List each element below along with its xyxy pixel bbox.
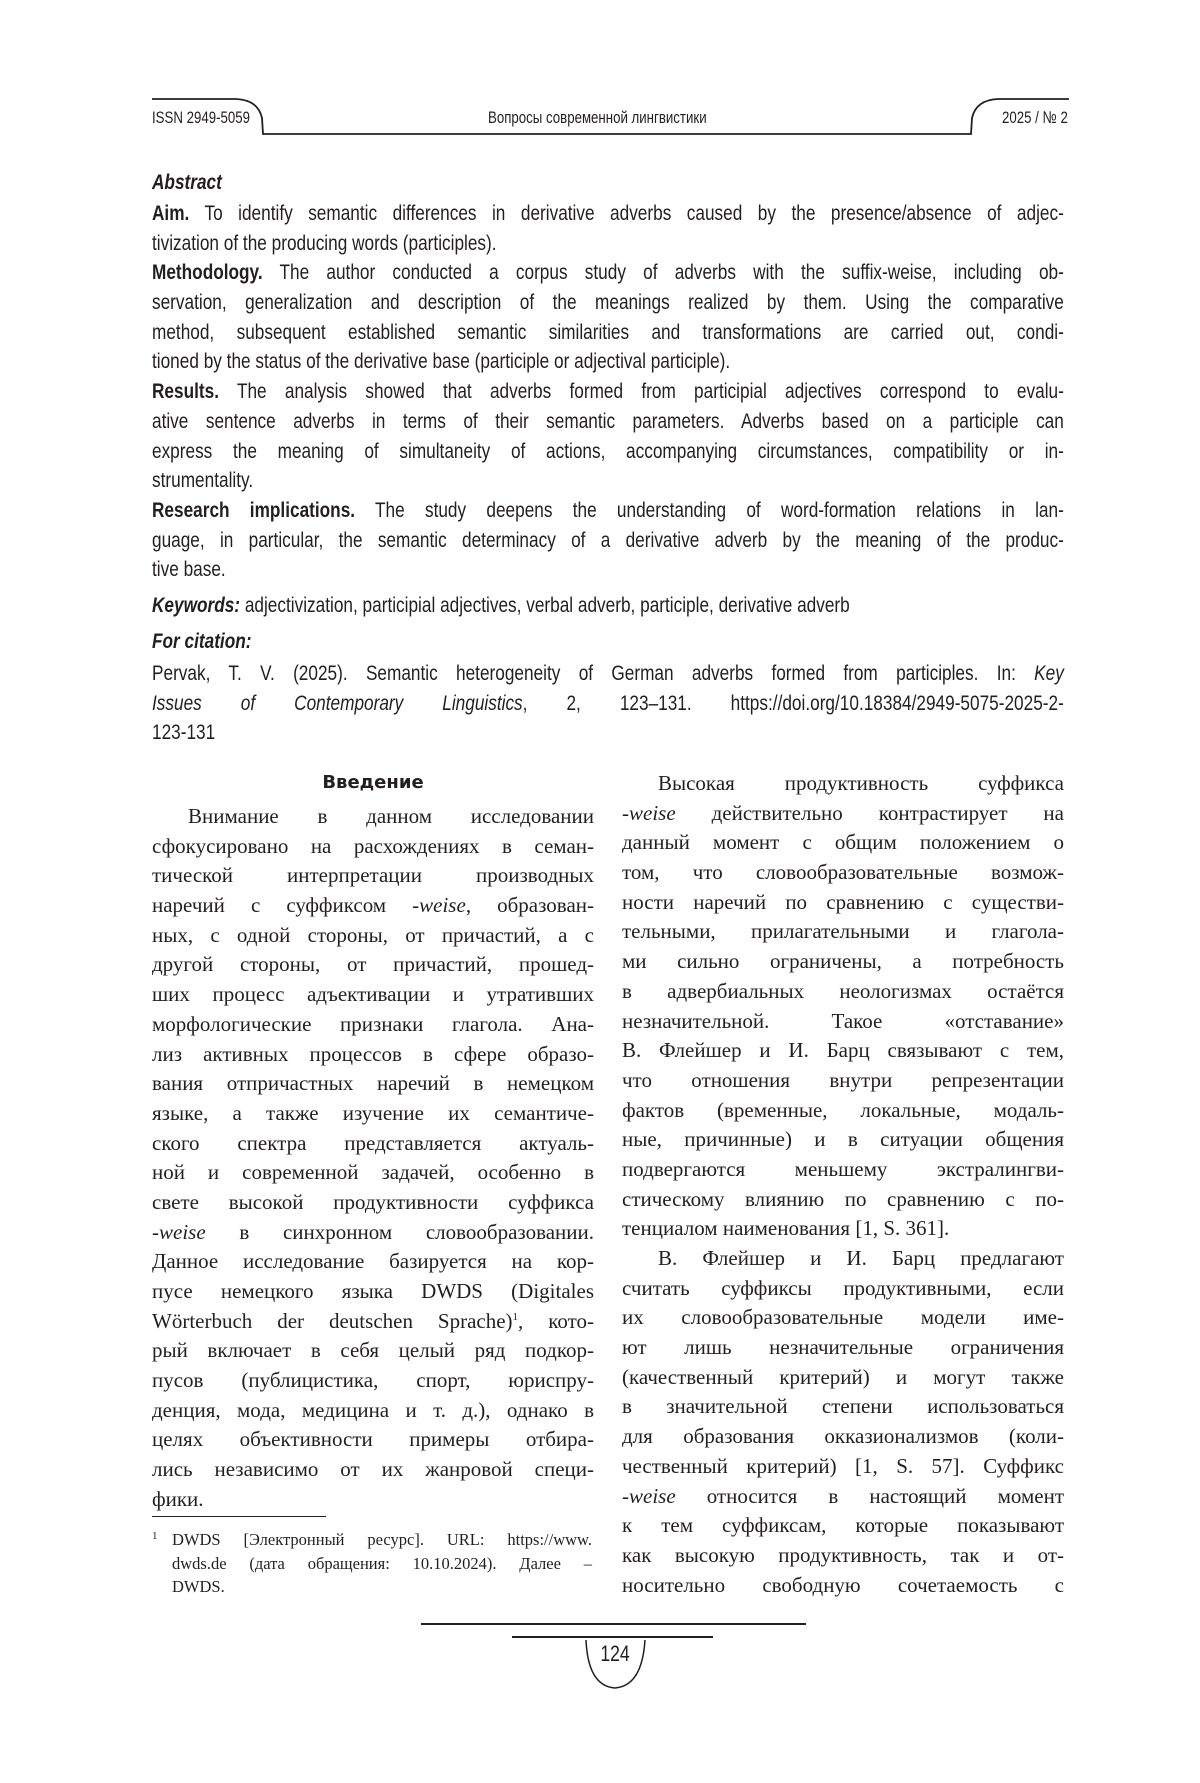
run-in-label: Research implications. — [152, 499, 355, 522]
text-run[interactable]: ми сильно ограничены, а потребность — [622, 949, 1064, 973]
text-line — [622, 1185, 1064, 1215]
text-run[interactable]: ных, с одной стороны, от причастий, а с — [152, 923, 594, 947]
page-number: 124 — [590, 1640, 640, 1668]
text-line — [622, 1125, 1064, 1155]
footnote — [152, 1528, 592, 1599]
text-run[interactable]: , образован- — [466, 893, 594, 917]
text-run[interactable]: действительно контрастирует на — [676, 801, 1064, 825]
text-line — [152, 659, 1064, 689]
text-line — [152, 921, 594, 951]
abstract-paragraph — [152, 377, 1200, 496]
abstract-paragraph — [152, 258, 1200, 377]
text-run[interactable]: пусе немецкого языка DWDS (Digitales — [152, 1279, 594, 1303]
text-run[interactable]: adjectivization, participial adjectives, verbal adverb, participle, derivative adverb — [240, 594, 850, 617]
text-line — [152, 1307, 594, 1337]
text-run[interactable]: языке, а также изучение их семантиче- — [152, 1101, 594, 1125]
text-run[interactable]: в адвербиальных неологизмах остаётся — [622, 979, 1064, 1003]
text-line — [172, 1552, 592, 1576]
text-run[interactable]: денция, мода, медицина и т. д.), однако в — [152, 1398, 594, 1422]
text-run[interactable]: том, что словообразовательные возмож- — [622, 860, 1064, 884]
body-paragraph — [622, 769, 1064, 1244]
text-line — [152, 555, 1064, 585]
body-paragraph — [152, 802, 594, 1515]
text-run[interactable]: тельными, прилагательными и глагола- — [622, 919, 1064, 943]
footnote-ref[interactable]: 1 — [513, 1311, 519, 1323]
text-run[interactable]: tivization of the producing words (participles). — [152, 232, 497, 255]
text-line — [152, 199, 1064, 229]
text-line — [622, 1244, 1064, 1274]
footnote-rule — [152, 1516, 326, 1517]
text-line — [172, 1575, 592, 1599]
text-run[interactable]: ности наречий по сравнению с существи- — [622, 890, 1064, 914]
text-line — [152, 229, 1064, 259]
text-run[interactable]: считать суффиксы продуктивными, если — [622, 1276, 1064, 1300]
text-run[interactable]: To identify semantic differences in derivative adverbs caused by the presence/absence of adjec- — [189, 202, 1064, 225]
text-run[interactable]: Высокая продуктивность суффикса — [658, 771, 1064, 795]
text-run[interactable]: наречий с суффиксом — [152, 893, 412, 917]
text-run[interactable]: как высокую продуктивность, так и от- — [622, 1543, 1064, 1567]
text-line — [152, 318, 1064, 348]
text-run[interactable]: относится в настоящий момент — [676, 1484, 1064, 1508]
text-line — [152, 1069, 594, 1099]
text-line — [622, 947, 1064, 977]
italic-text: Key — [1034, 662, 1064, 685]
text-run[interactable]: лись независимо от их жанровой специ- — [152, 1457, 594, 1481]
text-line — [152, 1188, 594, 1218]
text-line — [622, 1155, 1064, 1185]
text-run[interactable]: морфологические признаки глагола. Ана- — [152, 1012, 594, 1036]
italic-text: -weise — [152, 1220, 206, 1244]
text-run[interactable]: ского спектра представляется актуаль- — [152, 1131, 594, 1155]
text-line — [622, 1303, 1064, 1333]
text-line — [152, 1010, 594, 1040]
text-line — [622, 1333, 1064, 1363]
text-line — [152, 347, 1064, 377]
text-run[interactable]: незначительной. Такое «отставание» — [622, 1009, 1064, 1033]
text-line — [622, 1363, 1064, 1393]
italic-text: Issues of Contemporary Linguistics — [152, 692, 523, 715]
text-run[interactable]: The author conducted a corpus study of adverbs with the suffix-weise, including ob- — [263, 261, 1064, 284]
abstract-heading: Abstract — [152, 168, 222, 198]
right-column — [622, 769, 1064, 1600]
left-column — [152, 802, 594, 1515]
text-line — [622, 1066, 1064, 1096]
italic-text: -weise — [412, 893, 466, 917]
text-line — [622, 828, 1064, 858]
footnote-number: 1 — [152, 1530, 158, 1542]
text-line — [152, 437, 1064, 467]
text-run[interactable]: Pervak, T. V. (2025). Semantic heterogeneity of German adverbs formed from participles. In: — [152, 662, 1034, 685]
text-run[interactable]: тенциалом наименования [1, S. 361]. — [622, 1216, 949, 1240]
text-run[interactable]: пусов (публицистика, спорт, юриспру- — [152, 1368, 594, 1392]
text-run[interactable]: The study deepens the understanding of word-formation relations in lan- — [355, 499, 1064, 522]
text-run[interactable]: , 2, 123–131. https://doi.org/10.18384/2949-5075-2025-2- — [523, 692, 1064, 715]
keywords — [152, 591, 1200, 621]
text-line — [152, 832, 594, 862]
italic-text: -weise — [622, 801, 676, 825]
text-line — [152, 950, 594, 980]
text-line — [152, 1455, 594, 1485]
text-run[interactable]: фактов (временные, локальные, модаль- — [622, 1098, 1064, 1122]
text-run[interactable]: чественный критерий) [1, S. 57]. Суффикс — [622, 1454, 1064, 1478]
text-line — [152, 407, 1064, 437]
text-run[interactable]: tive base. — [152, 558, 226, 581]
text-line — [152, 1247, 594, 1277]
section-title: Введение — [152, 768, 594, 798]
text-line — [152, 891, 594, 921]
text-line — [152, 1485, 594, 1515]
text-line — [152, 1129, 594, 1159]
text-line — [152, 1158, 594, 1188]
text-line — [622, 1422, 1064, 1452]
run-in-label: Keywords: — [152, 594, 240, 617]
text-run[interactable]: Внимание в данном исследовании — [188, 804, 594, 828]
run-in-label: Results. — [152, 380, 219, 403]
text-run[interactable]: ные, причинные) и в ситуации общения — [622, 1127, 1064, 1151]
text-line — [622, 1452, 1064, 1482]
issn-label: ISSN 2949-5059 — [152, 106, 250, 130]
text-run[interactable]: тической интерпретации производных — [152, 863, 594, 887]
citation-heading: For citation: — [152, 627, 251, 657]
text-line — [622, 977, 1064, 1007]
text-run[interactable]: в синхронном словообразовании. — [206, 1220, 594, 1244]
text-run[interactable]: The analysis showed that adverbs formed from participial adjectives correspond to evalu- — [219, 380, 1064, 403]
text-line — [152, 980, 594, 1010]
text-line — [152, 377, 1064, 407]
text-line — [152, 1425, 594, 1455]
text-line — [622, 1096, 1064, 1126]
run-in-label: Methodology. — [152, 261, 263, 284]
text-line — [152, 689, 1064, 719]
text-run[interactable]: 123-131 — [152, 721, 215, 744]
text-line — [622, 888, 1064, 918]
text-line — [152, 1396, 594, 1426]
text-run[interactable]: фики. — [152, 1487, 204, 1511]
text-run[interactable]: express the meaning of simultaneity of actions, accompanying circumstances, compatibility or in- — [152, 440, 1064, 463]
text-run[interactable]: ной и современной задачей, особенно в — [152, 1160, 594, 1184]
text-run[interactable]: DWDS. — [172, 1577, 225, 1596]
text-run[interactable]: данный момент с общим положением о — [622, 830, 1064, 854]
text-run[interactable]: носительно свободную сочетаемость с — [622, 1573, 1064, 1597]
text-run[interactable]: guage, in particular, the semantic determinacy of a derivative adverb by the meaning of the produc- — [152, 529, 1064, 552]
text-line — [152, 802, 594, 832]
text-run[interactable]: tioned by the status of the derivative base (participle or adjectival participle). — [152, 350, 730, 373]
text-line — [622, 1541, 1064, 1571]
text-run[interactable]: ют лишь незначительные ограничения — [622, 1335, 1064, 1359]
text-run[interactable]: (качественный критерий) и могут также — [622, 1365, 1064, 1389]
text-line — [152, 526, 1064, 556]
abstract-body — [152, 199, 1200, 585]
text-line — [622, 1036, 1064, 1066]
text-run[interactable]: DWDS [Электронный ресурс]. URL: https://www. — [172, 1530, 592, 1549]
body-paragraph — [622, 1244, 1064, 1600]
text-run[interactable]: ших процесс адъективации и утративших — [152, 982, 594, 1006]
issue-label: 2025 / № 2 — [1002, 106, 1068, 130]
text-run[interactable]: method, subsequent established semantic similarities and transformations are carried out, condi- — [152, 321, 1064, 344]
text-run[interactable]: что отношения внутри репрезентации — [622, 1068, 1064, 1092]
text-line — [152, 718, 1064, 748]
text-run[interactable]: сфокусировано на расхождениях в семан- — [152, 834, 594, 858]
text-run[interactable]: рый включает в себя целый ряд подкор- — [152, 1338, 594, 1362]
text-line — [622, 858, 1064, 888]
text-run[interactable]: к тем суффиксам, которые показывают — [622, 1513, 1064, 1537]
text-line — [622, 1511, 1064, 1541]
text-line — [152, 861, 594, 891]
text-run[interactable]: ative sentence adverbs in terms of their semantic parameters. Adverbs based on a participle can — [152, 410, 1064, 433]
text-run[interactable]: лиз активных процессов в сфере образо- — [152, 1042, 594, 1066]
journal-title: Вопросы современной лингвистики — [488, 106, 707, 130]
text-run[interactable]: Wörterbuch der deutschen Sprache) — [152, 1309, 513, 1333]
text-run[interactable]: В. Флейшер и И. Барц связывают с тем, — [622, 1038, 1064, 1062]
citation-text — [152, 659, 1200, 748]
text-run[interactable]: вания отпричастных наречий в немецком — [152, 1071, 594, 1095]
text-run[interactable]: strumentality. — [152, 469, 253, 492]
text-line — [622, 917, 1064, 947]
text-line — [622, 1482, 1064, 1512]
italic-text: -weise — [622, 1484, 676, 1508]
text-line — [152, 1099, 594, 1129]
text-line — [622, 1274, 1064, 1304]
text-run[interactable]: свете высокой продуктивности суффикса — [152, 1190, 594, 1214]
text-run[interactable]: dwds.de (дата обращения: 10.10.2024). Далее – — [172, 1554, 592, 1573]
text-line — [152, 1366, 594, 1396]
text-line — [152, 466, 1064, 496]
text-run[interactable]: другой стороны, от причастий, прошед- — [152, 952, 594, 976]
text-run[interactable]: servation, generalization and description of the meanings realized by them. Using the comparative — [152, 291, 1064, 314]
text-line — [152, 1277, 594, 1307]
text-run[interactable]: В. Флейшер и И. Барц предлагают — [658, 1246, 1064, 1270]
text-line — [172, 1528, 592, 1552]
text-run[interactable]: подвергаются меньшему экстралингви- — [622, 1157, 1064, 1181]
text-line — [622, 1007, 1064, 1037]
text-line — [152, 288, 1064, 318]
text-line — [622, 799, 1064, 829]
text-run[interactable]: их словообразовательные модели име- — [622, 1305, 1064, 1329]
text-run[interactable]: в значительной степени использоваться — [622, 1394, 1064, 1418]
text-line — [152, 258, 1064, 288]
text-run[interactable]: целях объективности примеры отбира- — [152, 1427, 594, 1451]
text-run[interactable]: стическому влиянию по сравнению с по- — [622, 1187, 1064, 1211]
text-run[interactable]: Данное исследование базируется на кор- — [152, 1249, 594, 1273]
text-line — [152, 496, 1064, 526]
abstract-paragraph — [152, 496, 1200, 585]
text-line — [152, 1336, 594, 1366]
text-line — [152, 591, 1064, 621]
text-line — [622, 769, 1064, 799]
text-line — [622, 1214, 1064, 1244]
text-line — [152, 1218, 594, 1248]
run-in-label: Aim. — [152, 202, 189, 225]
abstract-paragraph — [152, 199, 1200, 258]
text-line — [622, 1392, 1064, 1422]
text-run[interactable]: , кото- — [518, 1309, 594, 1333]
text-line — [152, 1040, 594, 1070]
text-run[interactable]: для образования окказионализмов (коли- — [622, 1424, 1064, 1448]
text-line — [622, 1571, 1064, 1601]
